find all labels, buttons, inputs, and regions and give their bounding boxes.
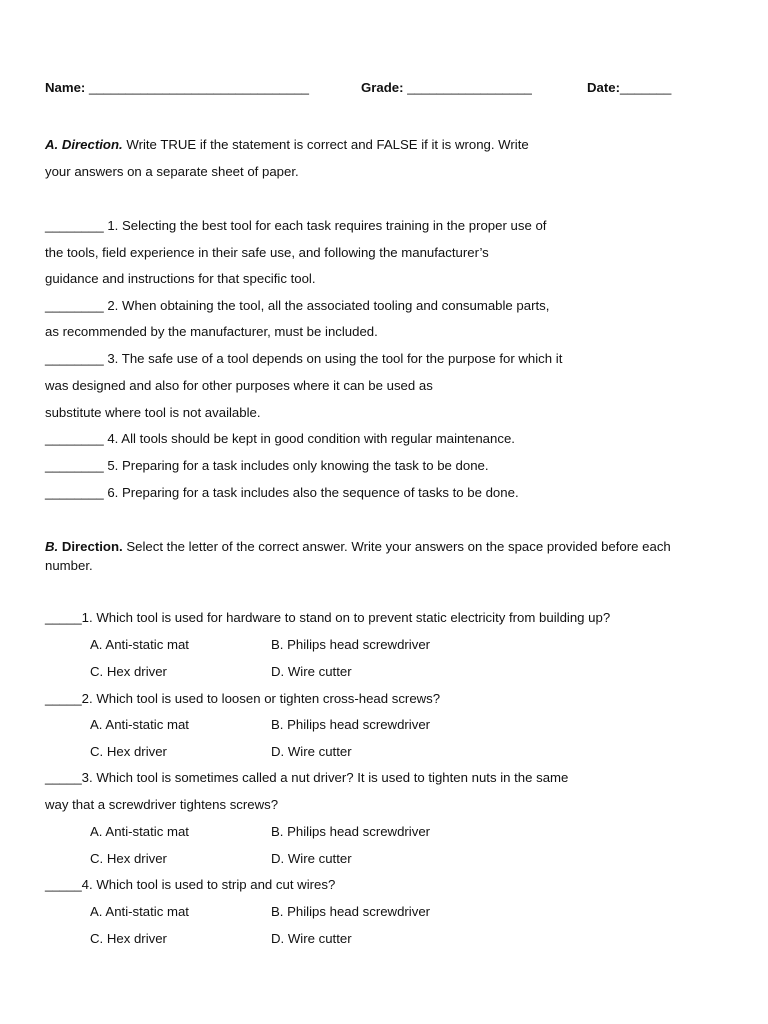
mc-question-3-cont: way that a screwdriver tightens screws? — [45, 797, 279, 812]
mc-q3-option-a: A. Anti-static mat — [90, 824, 189, 839]
mc-q4-option-a: A. Anti-static mat — [90, 904, 189, 919]
mc-question-1: _____1. Which tool is used for hardware to stand on to prevent static electricity from building up? — [45, 610, 611, 625]
mc-q3-option-d: D. Wire cutter — [271, 851, 352, 866]
true-false-item-5: ________ 5. Preparing for a task includes only knowing the task to be done. — [45, 458, 489, 473]
section-a-direction-text: Write TRUE if the statement is correct and FALSE if it is wrong. Write — [126, 137, 529, 152]
name-blank: ______________________________ — [88, 80, 310, 95]
section-a-direction — [45, 136, 529, 154]
date-field — [587, 79, 671, 97]
grade-label: Grade: — [361, 80, 404, 95]
true-false-item-3-cont: substitute where tool is not available. — [45, 405, 261, 420]
mc-q2-option-a: A. Anti-static mat — [90, 717, 189, 732]
section-b-direction-label: Direction. — [61, 539, 123, 554]
true-false-item-2-cont: as recommended by the manufacturer, must be included. — [45, 324, 378, 339]
mc-q3-option-c: C. Hex driver — [90, 851, 167, 866]
grade-field — [361, 79, 532, 97]
true-false-item-4: ________ 4. All tools should be kept in good condition with regular maintenance. — [45, 431, 515, 446]
true-false-item-1: ________ 1. Selecting the best tool for each task requires training in the proper use of — [45, 218, 547, 233]
date-blank: _______ — [619, 80, 672, 95]
mc-q2-option-d: D. Wire cutter — [271, 744, 352, 759]
section-a-direction-label: Direction. — [61, 137, 123, 152]
mc-q1-option-b: B. Philips head screwdriver — [271, 637, 431, 652]
mc-q4-option-d: D. Wire cutter — [271, 931, 352, 946]
name-label: Name: — [45, 80, 86, 95]
true-false-item-2: ________ 2. When obtaining the tool, all the associated tooling and consumable parts, — [45, 298, 550, 313]
section-b-direction-text: Select the letter of the correct answer. Write your answers on the space provided before each — [126, 539, 671, 554]
mc-question-2: _____2. Which tool is used to loosen or tighten cross-head screws? — [45, 691, 441, 706]
true-false-item-6: ________ 6. Preparing for a task includes also the sequence of tasks to be done. — [45, 485, 519, 500]
date-label: Date: — [587, 80, 620, 95]
section-a-letter: A. — [45, 137, 59, 152]
true-false-item-1-cont: guidance and instructions for that specific tool. — [45, 271, 316, 286]
grade-blank: _________________ — [407, 80, 532, 95]
mc-q1-option-a: A. Anti-static mat — [90, 637, 189, 652]
section-b-direction — [45, 538, 671, 556]
section-b-letter: B. — [45, 539, 59, 554]
true-false-item-3: ________ 3. The safe use of a tool depends on using the tool for the purpose for which it — [45, 351, 563, 366]
mc-q1-option-c: C. Hex driver — [90, 664, 167, 679]
true-false-item-1-cont: the tools, field experience in their safe use, and following the manufacturer’s — [45, 245, 489, 260]
mc-q3-option-b: B. Philips head screwdriver — [271, 824, 431, 839]
section-a-direction-cont: your answers on a separate sheet of paper. — [45, 164, 299, 179]
mc-q2-option-c: C. Hex driver — [90, 744, 167, 759]
mc-question-4: _____4. Which tool is used to strip and cut wires? — [45, 877, 336, 892]
mc-q4-option-b: B. Philips head screwdriver — [271, 904, 431, 919]
mc-q4-option-c: C. Hex driver — [90, 931, 167, 946]
section-b-direction-cont: number. — [45, 558, 93, 573]
mc-q1-option-d: D. Wire cutter — [271, 664, 352, 679]
name-field — [45, 79, 309, 97]
true-false-item-3-cont: was designed and also for other purposes where it can be used as — [45, 378, 433, 393]
mc-q2-option-b: B. Philips head screwdriver — [271, 717, 431, 732]
mc-question-3: _____3. Which tool is sometimes called a nut driver? It is used to tighten nuts in the same — [45, 770, 569, 785]
